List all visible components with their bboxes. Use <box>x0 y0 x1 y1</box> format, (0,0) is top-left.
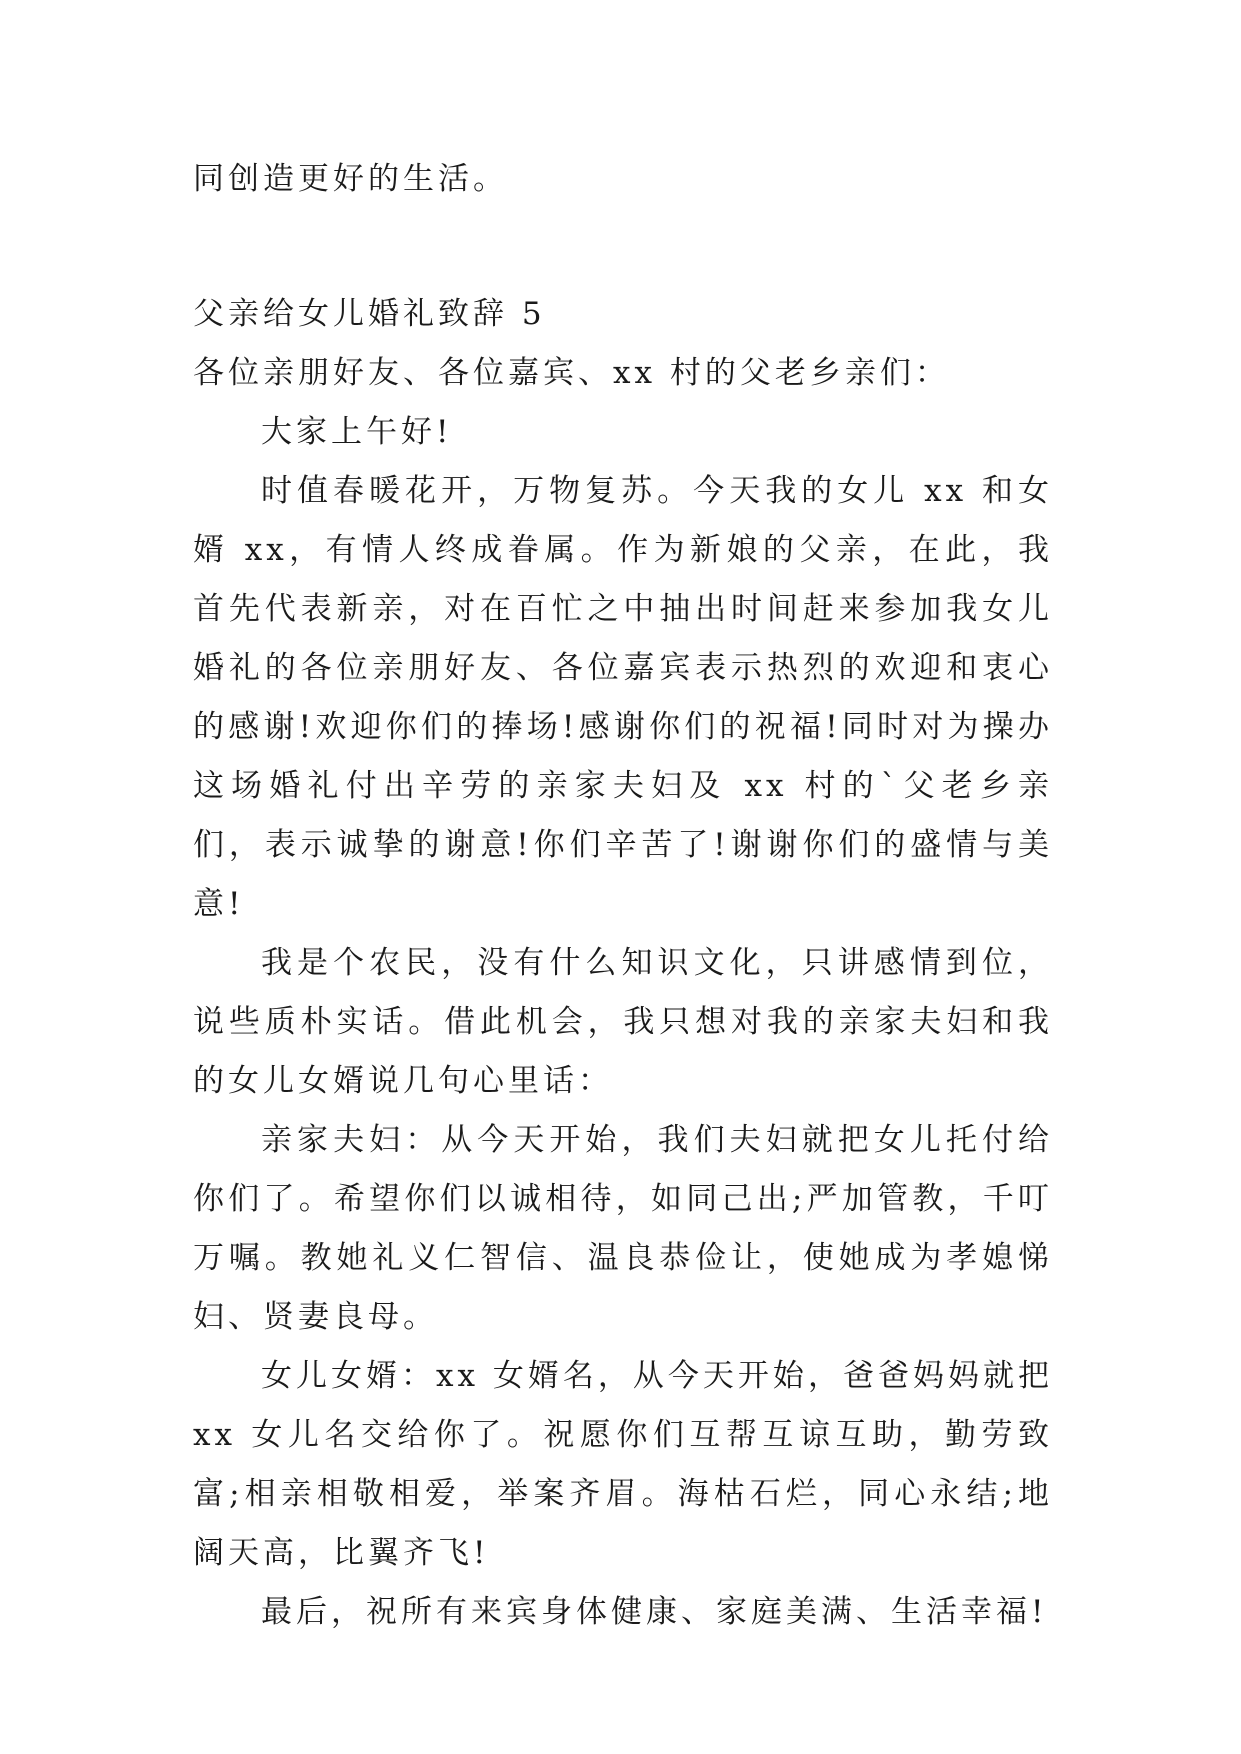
paragraph-closing: 最后，祝所有来宾身体健康、家庭美满、生活幸福! <box>261 1594 1048 1630</box>
salutation: 各位亲朋好友、各位嘉宾、xx 村的父老乡亲们： <box>193 355 950 391</box>
paragraph-welcome: 时值春暖花开，万物复苏。今天我的女儿 xx 和女婿 xx，有情人终成眷属。作为新娘的父亲，在此，我首先代表新亲，对在百忙之中抽出时间赶来参加我女儿婚礼的各位亲朋好友、各位嘉宾表示热烈的欢迎和衷心的感谢!欢迎你们的捧场!感谢你们的祝福!同时对为操办这场婚礼付出辛劳的亲家夫妇及 xx 村的`父老乡亲们，表示诚挚的谢意!你们辛苦了!谢谢你们的盛情与美意! <box>193 473 1053 922</box>
document-body <box>193 150 1053 1642</box>
paragraph-greeting: 大家上午好! <box>261 414 453 450</box>
section-heading: 父亲给女儿婚礼致辞 5 <box>193 296 546 332</box>
paragraph-to-couple: 女儿女婿：xx 女婿名，从今天开始，爸爸妈妈就把 xx 女儿名交给你了。祝愿你们互帮互谅互助，勤劳致富;相亲相敬相爱，举案齐眉。海枯石烂，同心永结;地阔天高，比翼齐飞! <box>193 1358 1053 1571</box>
paragraph-introduction: 我是个农民，没有什么知识文化，只讲感情到位，说些质朴实话。借此机会，我只想对我的亲家夫妇和我的女儿女婿说几句心里话： <box>193 945 1053 1099</box>
continuation-line: 同创造更好的生活。 <box>193 161 508 197</box>
paragraph-to-in-laws: 亲家夫妇：从今天开始，我们夫妇就把女儿托付给你们了。希望你们以诚相待，如同己出;严加管教，千叮万嘱。教她礼义仁智信、温良恭俭让，使她成为孝媳悌妇、贤妻良母。 <box>193 1122 1053 1335</box>
